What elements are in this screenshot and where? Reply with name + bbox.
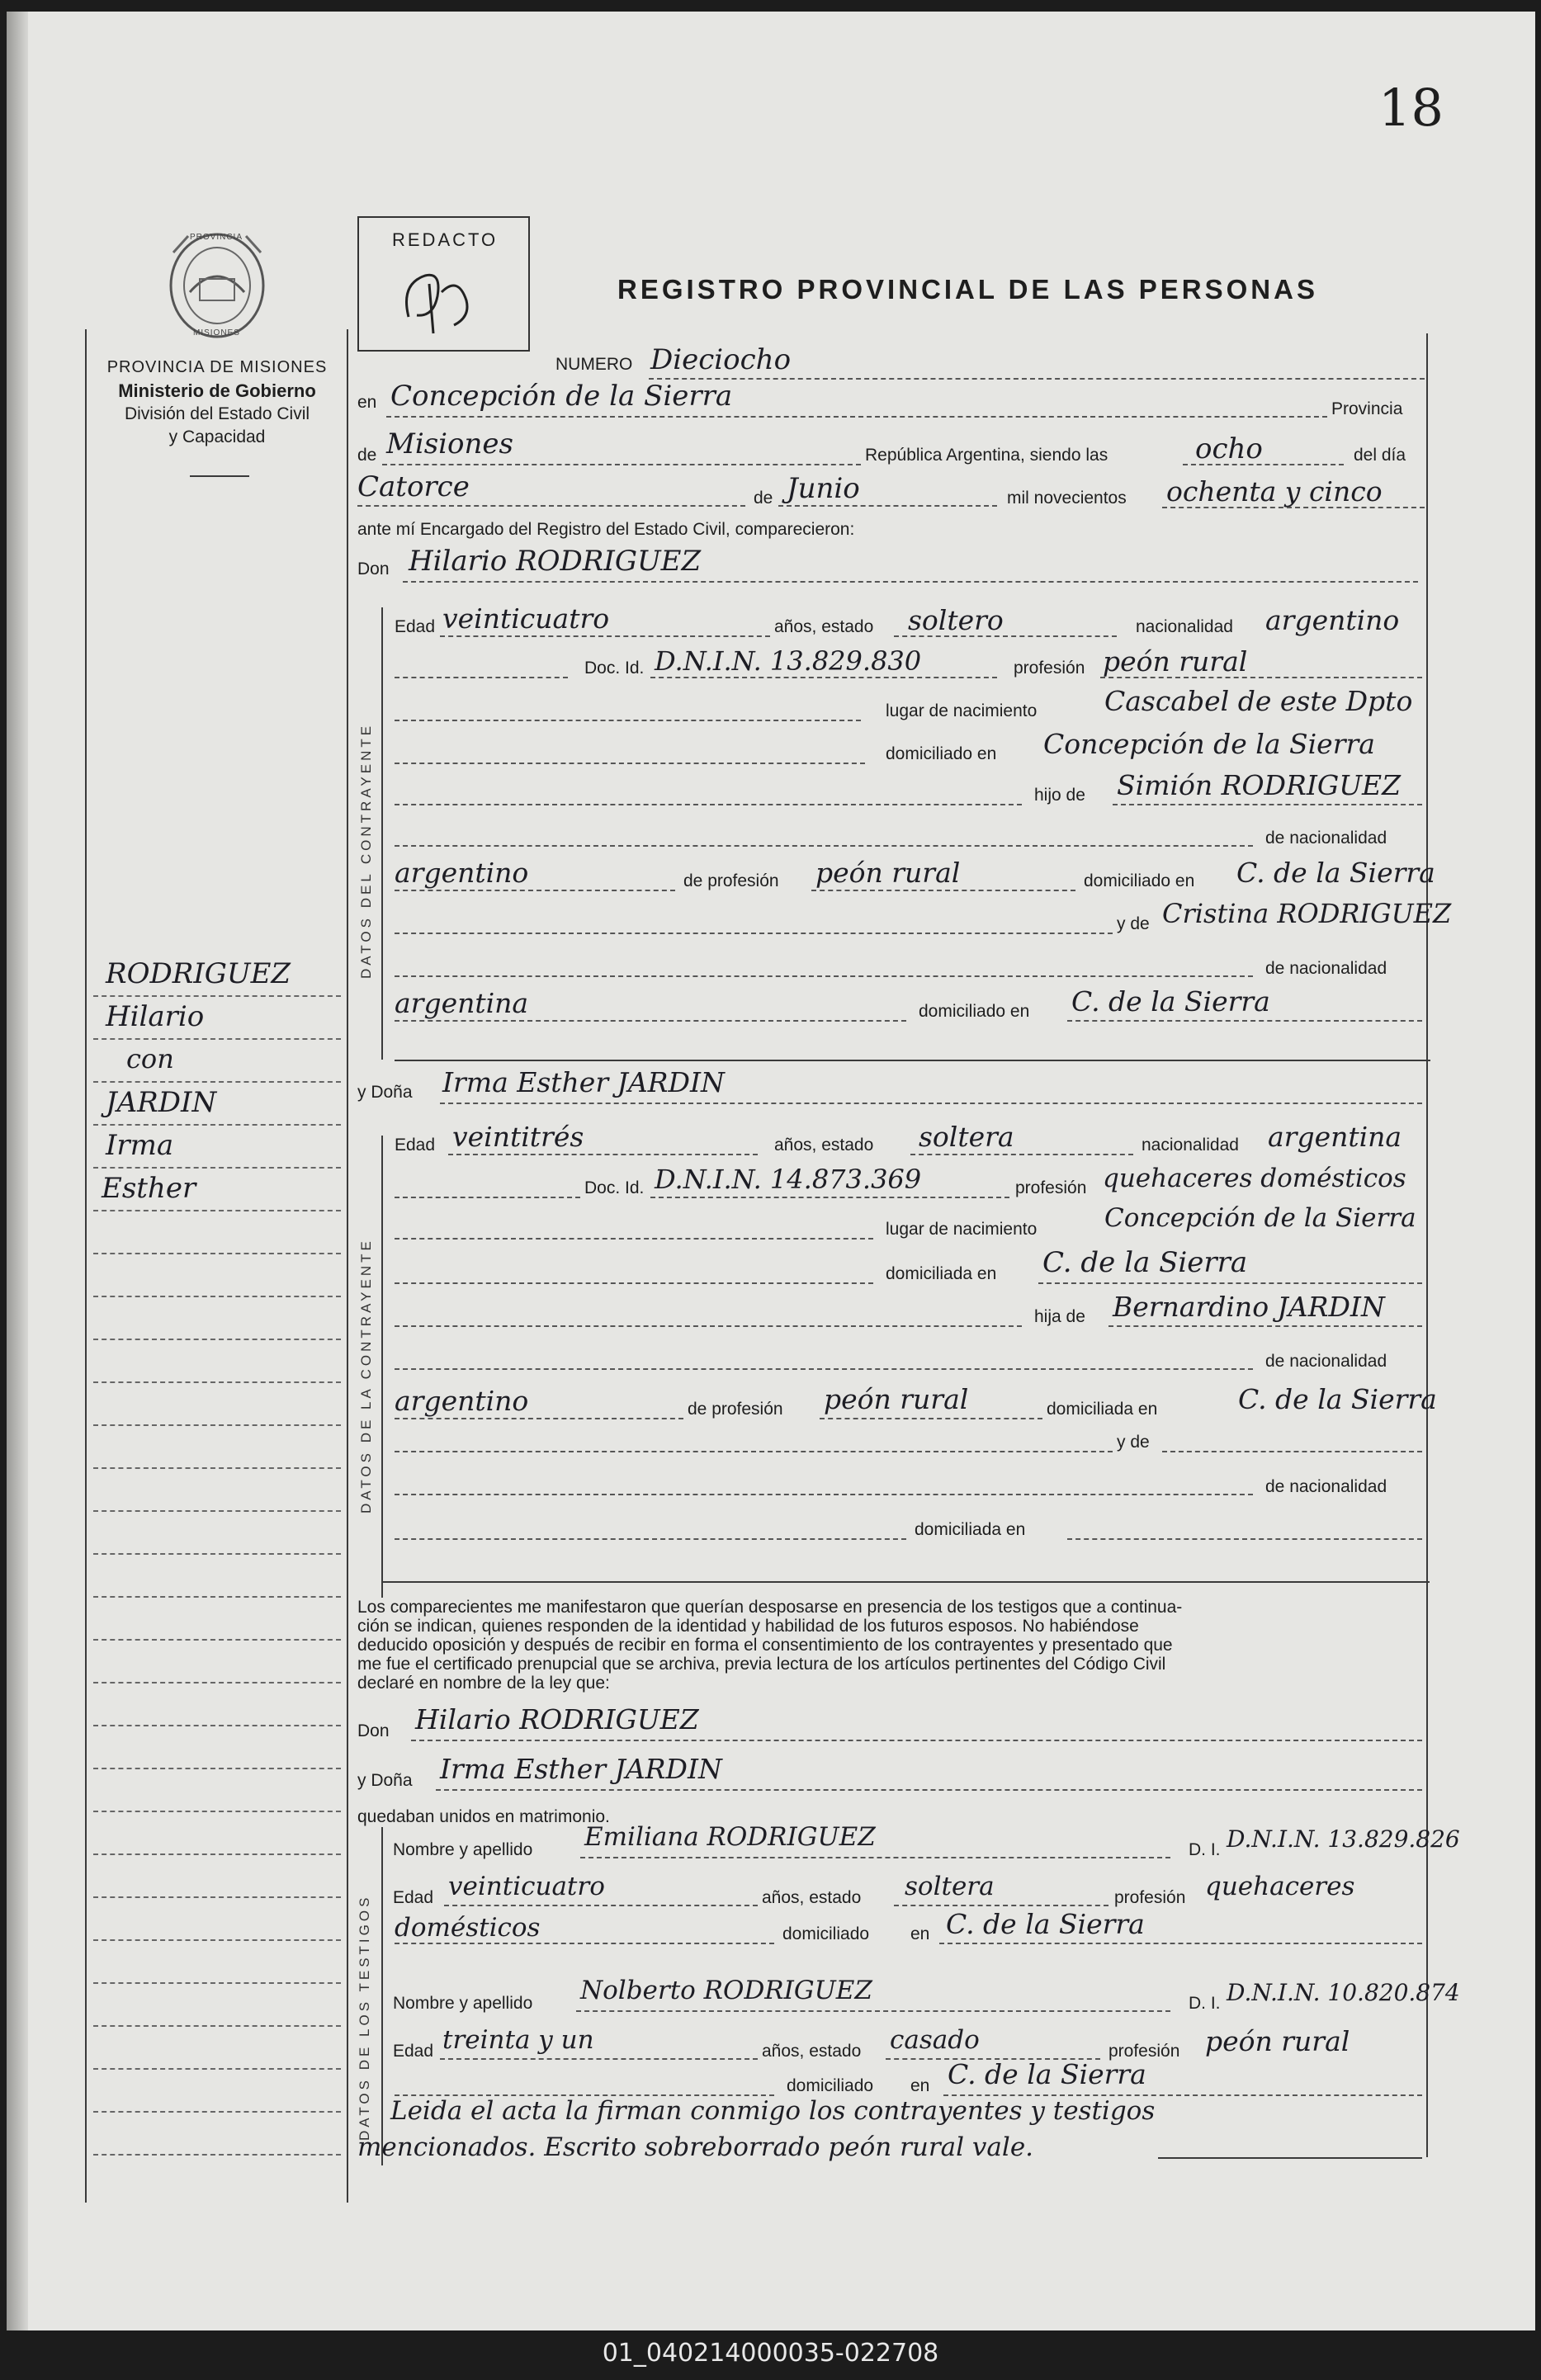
provincia-label: Provincia: [1331, 399, 1403, 418]
novia-profesion: quehaceres domésticos: [1103, 1164, 1406, 1193]
novio-domicilio: Concepción de la Sierra: [1043, 728, 1375, 760]
de-nacionalidad-label-m2: de nacionalidad: [1265, 959, 1387, 978]
novia-lugar-nacimiento: Concepción de la Sierra: [1104, 1203, 1416, 1233]
paragraph-line-2: ción se indican, quienes responden de la identidad y habilidad de los futuros esposos. No habiéndose: [357, 1617, 1139, 1636]
declara-dona-label: y Doña: [357, 1771, 413, 1790]
issuer-line-3: División del Estado Civil: [124, 404, 310, 423]
novio-padre-domicilio: C. de la Sierra: [1236, 857, 1435, 889]
mes-value: Junio: [787, 472, 860, 505]
novio-nombre: Hilario RODRIGUEZ: [409, 545, 702, 578]
datos-testigos-label: DATOS DE LOS TESTIGOS: [357, 1894, 372, 2141]
testigo1-profesion-cont: domésticos: [395, 1913, 541, 1943]
novio-madre-nacionalidad: argentina: [395, 987, 529, 1019]
novia-nacionalidad: argentina: [1268, 1121, 1402, 1153]
novio-madre: Cristina RODRIGUEZ: [1162, 898, 1452, 929]
page-number: 18: [1378, 78, 1444, 138]
datos-contrayente-m-label: DATOS DEL CONTRAYENTE: [358, 722, 374, 979]
domiciliada-en-label-f: domiciliada en: [886, 1264, 997, 1283]
testigo2-profesion-label: profesión: [1108, 2042, 1180, 2061]
don-label: Don: [357, 560, 390, 578]
paragraph-line-1: Los comparecientes me manifestaron que querían desposarse en presencia de los testigos que a continua-: [357, 1598, 1183, 1617]
seal-bottom-text: MISIONES: [193, 328, 240, 338]
testigo2-di: D.N.I.N. 10.820.874: [1227, 1979, 1460, 2006]
edad-label-m: Edad: [395, 617, 436, 636]
testigo1-domicilio: C. de la Sierra: [946, 1908, 1145, 1940]
y-de-label-f: y de: [1117, 1433, 1150, 1452]
quedaban-text: quedaban unidos en matrimonio.: [357, 1807, 610, 1826]
novia-padre-domicilio: C. de la Sierra: [1238, 1383, 1437, 1415]
anos-estado-label-m: años, estado: [774, 617, 874, 636]
hora-value: ocho: [1195, 432, 1263, 465]
issuer-line-4: y Capacidad: [168, 427, 266, 446]
de-mes-label: de: [754, 489, 773, 508]
testigo2-estado: casado: [890, 2025, 980, 2055]
anos-estado-label-f: años, estado: [774, 1136, 874, 1155]
register-page: [7, 12, 1535, 2330]
domiciliada-en-label-f2: domiciliada en: [1047, 1400, 1158, 1419]
numero-label: NUMERO: [555, 355, 633, 374]
margin-surname-bride: JARDIN: [106, 1086, 217, 1119]
seal-top-text: PROVINCIA: [190, 233, 243, 242]
de-profesion-label-m: de profesión: [683, 871, 779, 890]
republica-label: República Argentina, siendo las: [865, 446, 1108, 465]
novio-estado: soltero: [908, 604, 1004, 636]
domiciliado-en-label-m: domiciliado en: [886, 744, 997, 763]
novio-padre-nacionalidad: argentino: [395, 857, 529, 889]
province-seal-icon: [163, 228, 271, 343]
novia-padre-profesion: peón rural: [824, 1383, 969, 1415]
provincia-value: Misiones: [386, 427, 513, 460]
testigo2-domiciliado-label: domiciliado: [787, 2076, 874, 2095]
novia-nombre: Irma Esther JARDIN: [442, 1066, 725, 1098]
y-de-label-m: y de: [1117, 914, 1150, 933]
mil-novecientos-label: mil novecientos: [1007, 489, 1127, 508]
doc-id-label-f: Doc. Id.: [584, 1178, 645, 1197]
numero-value: Dieciocho: [650, 343, 792, 376]
de-nacionalidad-label-f2: de nacionalidad: [1265, 1477, 1387, 1496]
novia-padre: Bernardino JARDIN: [1113, 1291, 1385, 1323]
testigo2-profesion: peón rural: [1205, 2025, 1350, 2057]
testigo1-nombre-label: Nombre y apellido: [393, 1840, 533, 1859]
declara-dona-value: Irma Esther JARDIN: [440, 1753, 722, 1785]
testigo2-nombre-label: Nombre y apellido: [393, 1994, 533, 2013]
issuer-line-1: PROVINCIA DE MISIONES: [106, 358, 328, 376]
testigo2-edad-label: Edad: [393, 2042, 434, 2061]
lugar-nacimiento-label-f: lugar de nacimiento: [886, 1220, 1038, 1239]
hijo-de-label: hijo de: [1034, 786, 1085, 805]
novio-padre-profesion: peón rural: [815, 857, 961, 889]
lugar-nacimiento-label-m: lugar de nacimiento: [886, 701, 1038, 720]
novia-padre-nacionalidad: argentino: [395, 1385, 529, 1417]
ante-mi-text: ante mí Encargado del Registro del Estado Civil, comparecieron:: [357, 520, 855, 539]
lugar-value: Concepción de la Sierra: [390, 380, 733, 413]
paragraph-line-4: me fue el certificado prenupcial que se archiva, previa lectura de los artículos pertinentes del Código Civil: [357, 1655, 1166, 1674]
book-spine: [7, 12, 28, 2330]
novia-estado: soltera: [919, 1121, 1014, 1153]
closing-line-1: Leida el acta la firman conmigo los contrayentes y testigos: [390, 2096, 1156, 2126]
domiciliada-en-label-f3: domiciliada en: [915, 1520, 1026, 1539]
testigo1-edad: veinticuatro: [448, 1872, 605, 1901]
testigo1-nombre: Emiliana RODRIGUEZ: [584, 1822, 876, 1852]
testigo2-nombre: Nolberto RODRIGUEZ: [580, 1976, 872, 2005]
declara-don-value: Hilario RODRIGUEZ: [415, 1703, 699, 1735]
redacto-label: REDACTO: [392, 229, 499, 250]
profesion-label-f: profesión: [1015, 1178, 1087, 1197]
edad-label-f: Edad: [395, 1136, 436, 1155]
dia-value: Catorce: [357, 470, 470, 503]
issuer-line-2: Ministerio de Gobierno: [118, 380, 316, 401]
testigo1-profesion: quehaceres: [1205, 1872, 1355, 1901]
novio-lugar-nacimiento: Cascabel de este Dpto: [1104, 685, 1413, 717]
de-label: de: [357, 446, 377, 465]
novio-profesion: peón rural: [1103, 645, 1248, 678]
margin-name-bride: Irma: [106, 1129, 174, 1162]
testigo1-en-label: en: [910, 1924, 930, 1943]
paragraph-line-3: deducido oposición y después de recibir en forma el consentimiento de los contrayentes y presentado que: [357, 1636, 1173, 1655]
testigo1-estado: soltera: [905, 1872, 995, 1901]
anio-value: ochenta y cinco: [1166, 475, 1383, 508]
redacto-box: [357, 216, 530, 352]
testigo2-domicilio: C. de la Sierra: [948, 2058, 1146, 2090]
de-nacionalidad-label-m1: de nacionalidad: [1265, 829, 1387, 848]
novio-edad: veinticuatro: [442, 602, 610, 635]
datos-contrayente-f-label: DATOS DE LA CONTRAYENTE: [358, 1238, 374, 1513]
novio-padre: Simión RODRIGUEZ: [1117, 769, 1402, 801]
novia-domicilio: C. de la Sierra: [1042, 1246, 1248, 1279]
en-label: en: [357, 393, 377, 412]
doc-id-label-m: Doc. Id.: [584, 659, 645, 678]
footer-code: 01_040214000035-022708: [602, 2339, 939, 2368]
testigo1-anos-estado-label: años, estado: [762, 1888, 862, 1907]
y-dona-label: y Doña: [357, 1083, 413, 1102]
nacionalidad-label-f: nacionalidad: [1142, 1136, 1239, 1155]
paragraph-line-5: declaré en nombre de la ley que:: [357, 1674, 610, 1693]
del-dia-label: del día: [1354, 446, 1406, 465]
novio-nacionalidad: argentino: [1265, 604, 1400, 636]
domiciliado-en-label-m3: domiciliado en: [919, 1002, 1030, 1021]
de-nacionalidad-label-f1: de nacionalidad: [1265, 1352, 1387, 1371]
de-profesion-label-f: de profesión: [688, 1400, 783, 1419]
testigo1-di-label: D. I.: [1189, 1840, 1221, 1859]
declaration-paragraph: [357, 1598, 1426, 1693]
testigo2-anos-estado-label: años, estado: [762, 2042, 862, 2061]
novia-doc: D.N.I.N. 14.873.369: [655, 1164, 922, 1195]
domiciliado-en-label-m2: domiciliado en: [1084, 871, 1195, 890]
margin-name-groom: Hilario: [106, 1000, 205, 1033]
margin-surname-groom: RODRIGUEZ: [106, 957, 291, 990]
hija-de-label: hija de: [1034, 1307, 1085, 1326]
testigo1-profesion-label: profesión: [1114, 1888, 1186, 1907]
testigo1-domiciliado-label: domiciliado: [782, 1924, 870, 1943]
testigo1-edad-label: Edad: [393, 1888, 434, 1907]
novio-doc: D.N.I.N. 13.829.830: [655, 645, 922, 677]
margin-connector: con: [126, 1043, 174, 1074]
testigo2-en-label: en: [910, 2076, 930, 2095]
novia-edad: veintitrés: [452, 1121, 584, 1153]
novio-madre-domicilio: C. de la Sierra: [1071, 985, 1270, 1018]
testigo2-di-label: D. I.: [1189, 1994, 1221, 2013]
profesion-label-m: profesión: [1014, 659, 1085, 678]
register-title: REGISTRO PROVINCIAL DE LAS PERSONAS: [617, 274, 1318, 305]
testigo2-edad: treinta y un: [442, 2025, 594, 2055]
redacto-initials-signature: [392, 259, 491, 342]
margin-name-bride-2: Esther: [102, 1172, 196, 1205]
declara-don-label: Don: [357, 1721, 390, 1740]
nacionalidad-label-m: nacionalidad: [1136, 617, 1233, 636]
closing-line-2: mencionados. Escrito sobreborrado peón rural vale.: [357, 2132, 1034, 2162]
testigo1-di: D.N.I.N. 13.829.826: [1227, 1825, 1460, 1853]
